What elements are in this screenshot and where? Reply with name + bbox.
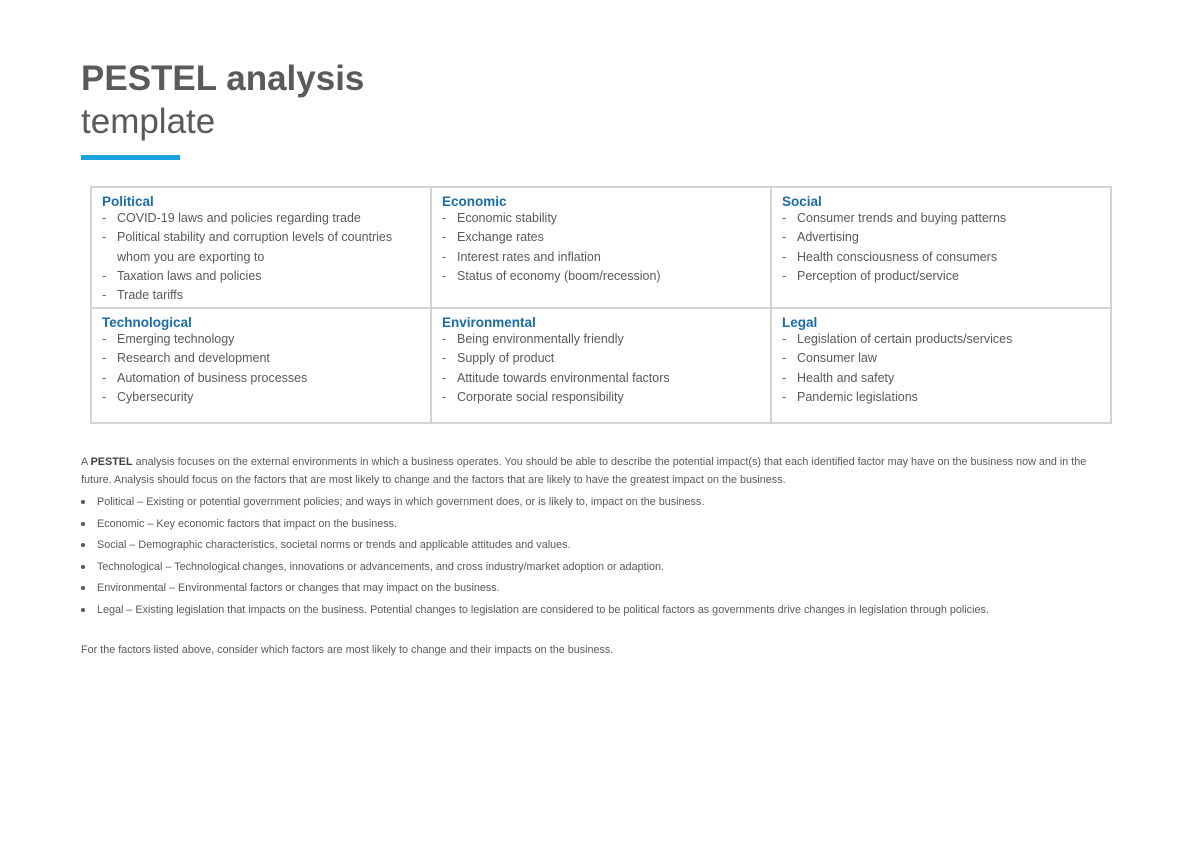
cell-heading: Economic bbox=[442, 194, 507, 209]
dash-marker: - bbox=[442, 332, 447, 346]
factor-item bbox=[102, 209, 420, 228]
factor-text: Political stability and corruption levels of countries whom you are exporting to bbox=[117, 230, 393, 264]
dash-marker: - bbox=[102, 351, 107, 366]
definition-item bbox=[81, 560, 1121, 582]
bullet-icon bbox=[81, 543, 85, 547]
factor-item bbox=[442, 330, 760, 349]
factor-text: Cybersecurity bbox=[117, 389, 194, 404]
pestel-cell-social bbox=[772, 188, 1110, 309]
title-accent-rule bbox=[81, 155, 180, 160]
cell-heading: Political bbox=[102, 194, 154, 209]
dash-marker: - bbox=[102, 288, 107, 303]
dash-marker: - bbox=[442, 268, 447, 283]
factor-text: Pandemic legislations bbox=[797, 389, 918, 404]
factor-text: Research and development bbox=[117, 351, 270, 366]
definition-text: Legal – Existing legislation that impacts on the business. Potential changes to legislation are considered to be political factors as governments drive changes in legislation through policies. bbox=[97, 603, 989, 616]
definition-item bbox=[81, 581, 1121, 603]
bullet-icon bbox=[81, 522, 85, 526]
bullet-icon bbox=[81, 565, 85, 569]
factor-text: Supply of product bbox=[457, 351, 555, 366]
factor-item bbox=[442, 369, 760, 388]
factor-item bbox=[442, 228, 760, 247]
factor-item bbox=[442, 248, 760, 267]
footer-note: For the factors listed above, consider which factors are most likely to change and their impacts on the business. bbox=[81, 644, 614, 656]
definition-text: Technological – Technological changes, innovations or advancements, and cross industry/market adoption or adaption. bbox=[97, 560, 664, 573]
description-term: PESTEL bbox=[90, 456, 133, 468]
pestel-cell-economic bbox=[432, 188, 772, 309]
factor-item bbox=[782, 349, 1100, 368]
factor-text: Automation of business processes bbox=[117, 370, 308, 385]
factor-list bbox=[442, 330, 760, 407]
dash-marker: - bbox=[442, 230, 447, 245]
factor-text: Exchange rates bbox=[457, 230, 544, 245]
factor-text: COVID-19 laws and policies regarding trade bbox=[117, 211, 361, 225]
description-paragraph bbox=[81, 454, 1116, 489]
factor-text: Emerging technology bbox=[117, 332, 235, 346]
dash-marker: - bbox=[442, 370, 447, 385]
dash-marker: - bbox=[442, 351, 447, 366]
dash-marker: - bbox=[442, 211, 447, 225]
factor-item bbox=[102, 228, 420, 267]
definitions-list bbox=[81, 495, 1121, 625]
factor-item bbox=[782, 369, 1100, 388]
factor-text: Interest rates and inflation bbox=[457, 249, 601, 264]
description-body: analysis focuses on the external environments in which a business operates. You should be able to describe the potential impact(s) that each identified factor may have on the business now and in the future. Analysis should focus on the factors that are most likely to change and the factors that are likely to have the greatest impact on the business. bbox=[81, 456, 1087, 486]
factor-item bbox=[102, 330, 420, 349]
factor-list bbox=[782, 209, 1100, 286]
dash-marker: - bbox=[782, 211, 787, 225]
factor-item bbox=[442, 349, 760, 368]
factor-item bbox=[442, 388, 760, 407]
factor-text: Taxation laws and policies bbox=[117, 268, 262, 283]
pestel-cell-political bbox=[92, 188, 432, 309]
cell-heading: Technological bbox=[102, 315, 192, 330]
factor-list bbox=[782, 330, 1100, 407]
factor-item bbox=[782, 267, 1100, 286]
factor-text: Corporate social responsibility bbox=[457, 389, 624, 404]
definition-item bbox=[81, 603, 1121, 625]
dash-marker: - bbox=[782, 332, 787, 346]
pestel-grid bbox=[90, 186, 1112, 424]
cell-heading: Environmental bbox=[442, 315, 536, 330]
factor-item bbox=[782, 248, 1100, 267]
definition-item bbox=[81, 538, 1121, 560]
factor-text: Advertising bbox=[797, 230, 859, 245]
dash-marker: - bbox=[102, 389, 107, 404]
factor-list bbox=[102, 330, 420, 407]
factor-item bbox=[102, 286, 420, 305]
bullet-icon bbox=[81, 586, 85, 590]
factor-item bbox=[782, 330, 1100, 349]
factor-item bbox=[102, 349, 420, 368]
factor-text: Being environmentally friendly bbox=[457, 332, 624, 346]
dash-marker: - bbox=[782, 230, 787, 245]
factor-text: Health and safety bbox=[797, 370, 895, 385]
dash-marker: - bbox=[782, 370, 787, 385]
factor-text: Consumer trends and buying patterns bbox=[797, 211, 1007, 225]
pestel-cell-environmental bbox=[432, 309, 772, 422]
factor-item bbox=[442, 267, 760, 286]
dash-marker: - bbox=[782, 389, 787, 404]
dash-marker: - bbox=[102, 268, 107, 283]
page-title: PESTEL analysis bbox=[81, 59, 365, 98]
definition-text: Political – Existing or potential government policies; and ways in which government does, or is likely to, impact on the business. bbox=[97, 496, 705, 508]
cell-heading: Social bbox=[782, 194, 822, 209]
definition-item bbox=[81, 495, 1121, 517]
factor-text: Economic stability bbox=[457, 211, 558, 225]
factor-item bbox=[102, 369, 420, 388]
factor-item bbox=[782, 209, 1100, 228]
factor-text: Legislation of certain products/services bbox=[797, 332, 1013, 346]
factor-text: Trade tariffs bbox=[117, 288, 183, 303]
dash-marker: - bbox=[782, 351, 787, 366]
dash-marker: - bbox=[442, 249, 447, 264]
dash-marker: - bbox=[102, 370, 107, 385]
factor-text: Consumer law bbox=[797, 351, 877, 366]
page-subtitle: template bbox=[81, 102, 216, 141]
factor-text: Status of economy (boom/recession) bbox=[457, 268, 661, 283]
factor-list bbox=[102, 209, 420, 305]
factor-item bbox=[782, 388, 1100, 407]
dash-marker: - bbox=[102, 332, 107, 346]
dash-marker: - bbox=[102, 230, 107, 245]
pestel-cell-legal bbox=[772, 309, 1110, 422]
definition-text: Economic – Key economic factors that impact on the business. bbox=[97, 517, 398, 530]
cell-heading: Legal bbox=[782, 315, 818, 330]
dash-marker: - bbox=[782, 268, 787, 283]
factor-list bbox=[442, 209, 760, 286]
factor-text: Health consciousness of consumers bbox=[797, 249, 998, 264]
pestel-cell-technological bbox=[92, 309, 432, 422]
factor-item bbox=[102, 267, 420, 286]
bullet-icon bbox=[81, 608, 85, 612]
factor-text: Attitude towards environmental factors bbox=[457, 370, 670, 385]
definition-text: Social – Demographic characteristics, societal norms or trends and applicable attitudes and values. bbox=[97, 539, 571, 552]
dash-marker: - bbox=[782, 249, 787, 264]
definition-text: Environmental – Environmental factors or changes that may impact on the business. bbox=[97, 582, 500, 595]
definition-item bbox=[81, 517, 1121, 539]
factor-text: Perception of product/service bbox=[797, 268, 959, 283]
factor-item bbox=[442, 209, 760, 228]
factor-item bbox=[102, 388, 420, 407]
bullet-icon bbox=[81, 500, 85, 504]
description-prefix: A bbox=[81, 456, 91, 468]
dash-marker: - bbox=[102, 211, 107, 225]
dash-marker: - bbox=[442, 389, 447, 404]
factor-item bbox=[782, 228, 1100, 247]
